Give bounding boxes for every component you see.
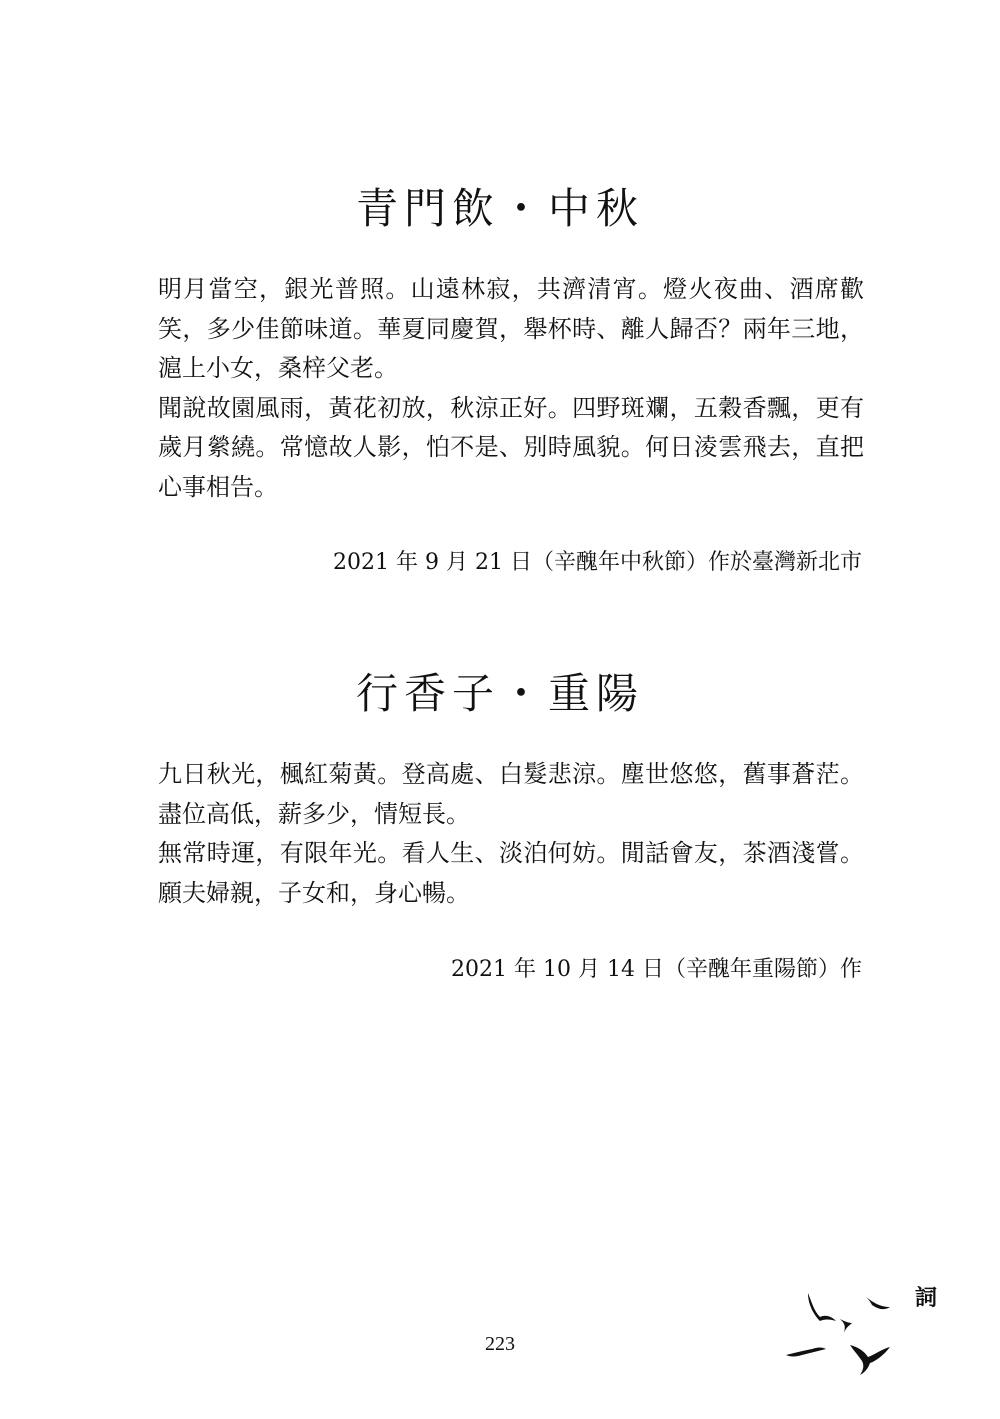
poem-body xyxy=(158,755,864,913)
page-number: 223 xyxy=(485,1333,515,1355)
stanza: 無常時運，有限年光。看人生、淡泊何妨。閒話會友，茶酒淺嘗。願夫婦親，子女和，身心暢。 xyxy=(158,839,864,907)
poem-title: 青門飲・中秋 xyxy=(355,184,644,233)
stanza: 明月當空，銀光普照。山遠林寂，共濟清宵。燈火夜曲、酒席歡笑，多少佳節味道。華夏同慶賀，舉杯時、離人歸否？兩年三地，滬上小女，桑梓父老。 xyxy=(158,275,864,382)
stanza: 聞說故園風雨，黃花初放，秋涼正好。四野斑斕，五穀香飄，更有歲月縈繞。常憶故人影，怕不是、別時風貌。何日淩雲飛去，直把心事相告。 xyxy=(158,393,864,501)
section-label: 詞 xyxy=(915,1285,938,1311)
poem-title: 行香子・重陽 xyxy=(355,669,644,718)
poem-body xyxy=(158,270,864,507)
stanza: 九日秋光，楓紅菊黃。登高處、白髮悲涼。塵世悠悠，舊事蒼茫。盡位高低，薪多少，情短長。 xyxy=(158,760,864,828)
flying-birds-icon xyxy=(780,1285,900,1375)
poem-dateline: 2021 年 9 月 21 日（辛醜年中秋節）作於臺灣新北市 xyxy=(333,550,862,575)
poem-dateline: 2021 年 10 月 14 日（辛醜年重陽節）作 xyxy=(451,957,862,982)
